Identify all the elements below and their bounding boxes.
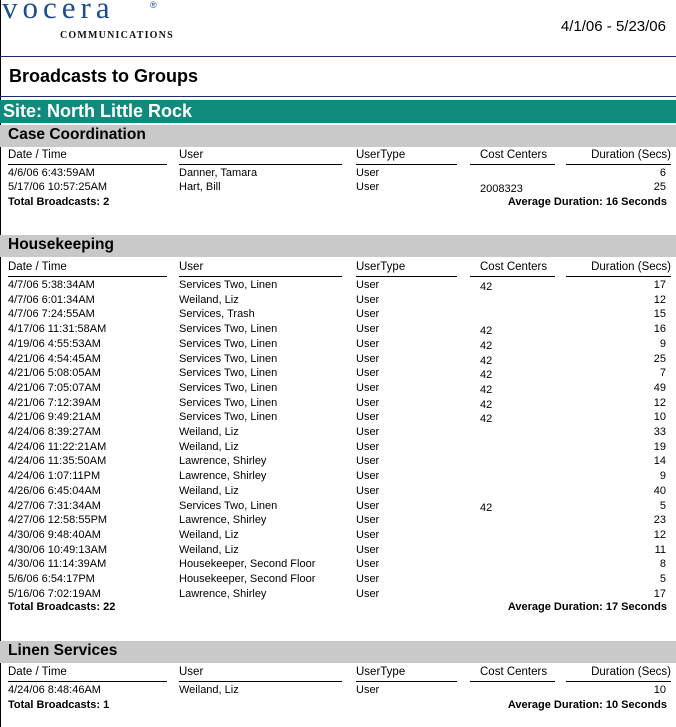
row-usertype: User xyxy=(356,308,380,320)
row-user: Weiland, Liz xyxy=(179,544,239,556)
row-usertype: User xyxy=(356,470,380,482)
title-divider xyxy=(0,96,676,97)
row-usertype: User xyxy=(356,558,380,570)
row-usertype: User xyxy=(356,588,380,600)
row-duration: 5 xyxy=(659,573,666,585)
total-broadcasts: Total Broadcasts: 22 xyxy=(8,601,116,613)
column-header-datetime: Date / Time xyxy=(8,666,67,678)
column-header-duration: Duration (Secs) xyxy=(591,261,671,273)
row-user: Services Two, Linen xyxy=(179,500,278,512)
row-datetime: 4/24/06 1:07:11PM xyxy=(8,470,101,482)
column-underline xyxy=(8,276,167,277)
row-duration: 12 xyxy=(653,397,666,409)
row-usertype: User xyxy=(356,544,380,556)
row-user: Services Two, Linen xyxy=(179,338,278,350)
row-datetime: 4/24/06 11:35:50AM xyxy=(8,455,107,467)
site-label: Site: North Little Rock xyxy=(3,101,193,121)
row-duration: 40 xyxy=(653,485,666,497)
row-usertype: User xyxy=(356,426,380,438)
row-duration: 17 xyxy=(653,588,666,600)
row-duration: 23 xyxy=(653,514,666,526)
logo-subtitle: COMMUNICATIONS xyxy=(60,30,174,41)
row-cost-center: 2008323 xyxy=(480,183,523,195)
row-duration: 10 xyxy=(653,684,666,696)
vocera-logo: vocera xyxy=(2,0,115,25)
row-cost-center: 42 xyxy=(480,325,493,337)
row-cost-center: 42 xyxy=(480,355,493,367)
row-user: Weiland, Liz xyxy=(179,441,239,453)
column-underline xyxy=(566,164,671,165)
row-duration: 25 xyxy=(653,353,666,365)
row-duration: 19 xyxy=(653,441,666,453)
row-user: Services Two, Linen xyxy=(179,323,278,335)
row-duration: 49 xyxy=(653,382,666,394)
row-usertype: User xyxy=(356,684,380,696)
row-duration: 17 xyxy=(653,279,666,291)
column-underline xyxy=(8,681,167,682)
row-datetime: 4/21/06 7:05:07AM xyxy=(8,382,101,394)
row-duration: 12 xyxy=(653,529,666,541)
row-datetime: 4/26/06 6:45:04AM xyxy=(8,485,101,497)
group-name: Linen Services xyxy=(8,642,118,659)
row-datetime: 4/6/06 6:43:59AM xyxy=(8,167,95,179)
row-duration: 12 xyxy=(653,294,666,306)
row-usertype: User xyxy=(356,167,380,179)
row-usertype: User xyxy=(356,441,380,453)
row-duration: 11 xyxy=(654,544,666,556)
row-usertype: User xyxy=(356,500,380,512)
row-datetime: 4/17/06 11:31:58AM xyxy=(8,323,107,335)
row-user: Services, Trash xyxy=(179,308,255,320)
row-user: Weiland, Liz xyxy=(179,684,239,696)
row-datetime: 4/19/06 4:55:53AM xyxy=(8,338,101,350)
row-datetime: 4/7/06 7:24:55AM xyxy=(8,308,95,320)
row-user: Weiland, Liz xyxy=(179,294,239,306)
row-duration: 8 xyxy=(659,558,666,570)
report-title: Broadcasts to Groups xyxy=(9,66,199,86)
row-datetime: 5/6/06 6:54:17PM xyxy=(8,573,95,585)
column-underline xyxy=(566,681,671,682)
column-header-datetime: Date / Time xyxy=(8,261,67,273)
column-underline xyxy=(356,276,457,277)
column-underline xyxy=(356,681,457,682)
row-user: Services Two, Linen xyxy=(179,353,278,365)
row-user: Services Two, Linen xyxy=(179,367,278,379)
row-duration: 16 xyxy=(653,323,666,335)
row-user: Lawrence, Shirley xyxy=(179,470,267,482)
row-user: Services Two, Linen xyxy=(179,382,278,394)
row-usertype: User xyxy=(356,338,380,350)
total-broadcasts: Total Broadcasts: 1 xyxy=(8,699,110,711)
row-usertype: User xyxy=(356,485,380,497)
column-header-usertype: UserType xyxy=(356,666,406,678)
row-datetime: 4/30/06 9:48:40AM xyxy=(8,529,101,541)
row-datetime: 4/27/06 12:58:55PM xyxy=(8,514,108,526)
column-underline xyxy=(566,276,671,277)
group-header xyxy=(0,641,676,663)
row-user: Hart, Bill xyxy=(179,181,221,193)
row-usertype: User xyxy=(356,573,380,585)
row-usertype: User xyxy=(356,294,380,306)
row-datetime: 5/17/06 10:57:25AM xyxy=(8,181,108,193)
column-underline xyxy=(179,276,342,277)
row-duration: 10 xyxy=(653,411,666,423)
site-header xyxy=(0,100,676,123)
row-cost-center: 42 xyxy=(480,340,493,352)
group-name: Housekeeping xyxy=(8,236,114,253)
row-user: Lawrence, Shirley xyxy=(179,455,267,467)
header-divider xyxy=(0,56,676,57)
row-user: Services Two, Linen xyxy=(179,397,278,409)
average-duration: Average Duration: 10 Seconds xyxy=(507,699,667,711)
column-header-user: User xyxy=(179,149,204,161)
row-usertype: User xyxy=(356,353,380,365)
registered-mark: ® xyxy=(150,0,157,10)
row-usertype: User xyxy=(356,279,380,291)
date-range: 4/1/06 - 5/23/06 xyxy=(560,18,666,35)
row-duration: 14 xyxy=(653,455,666,467)
row-usertype: User xyxy=(356,367,380,379)
row-cost-center: 42 xyxy=(480,399,493,411)
column-underline xyxy=(179,164,342,165)
row-user: Lawrence, Shirley xyxy=(179,588,267,600)
row-duration: 9 xyxy=(659,470,666,482)
row-datetime: 4/30/06 10:49:13AM xyxy=(8,544,108,556)
row-duration: 33 xyxy=(653,426,666,438)
row-user: Services Two, Linen xyxy=(179,411,278,423)
group-name: Case Coordination xyxy=(8,126,146,143)
column-underline xyxy=(470,681,555,682)
row-cost-center: 42 xyxy=(480,413,493,425)
row-usertype: User xyxy=(356,455,380,467)
row-usertype: User xyxy=(356,397,380,409)
column-underline xyxy=(470,164,555,165)
row-user: Services Two, Linen xyxy=(179,279,278,291)
column-header-cost-centers: Cost Centers xyxy=(480,666,548,678)
row-usertype: User xyxy=(356,411,380,423)
row-datetime: 4/7/06 6:01:34AM xyxy=(8,294,95,306)
row-datetime: 4/21/06 5:08:05AM xyxy=(8,367,101,379)
row-user: Lawrence, Shirley xyxy=(179,514,267,526)
row-user: Weiland, Liz xyxy=(179,426,239,438)
column-header-cost-centers: Cost Centers xyxy=(480,261,548,273)
row-user: Housekeeper, Second Floor xyxy=(179,558,316,570)
row-duration: 9 xyxy=(659,338,666,350)
row-user: Housekeeper, Second Floor xyxy=(179,573,316,585)
row-datetime: 5/16/06 7:02:19AM xyxy=(8,588,101,600)
row-datetime: 4/24/06 8:48:46AM xyxy=(8,684,101,696)
row-datetime: 4/21/06 7:12:39AM xyxy=(8,397,101,409)
column-underline xyxy=(8,164,167,165)
row-user: Weiland, Liz xyxy=(179,485,239,497)
row-usertype: User xyxy=(356,181,380,193)
column-header-usertype: UserType xyxy=(356,149,406,161)
column-header-duration: Duration (Secs) xyxy=(591,149,671,161)
column-underline xyxy=(179,681,342,682)
row-cost-center: 42 xyxy=(480,502,493,514)
column-header-usertype: UserType xyxy=(356,261,406,273)
row-duration: 7 xyxy=(659,367,666,379)
column-header-user: User xyxy=(179,261,204,273)
total-broadcasts: Total Broadcasts: 2 xyxy=(8,196,110,208)
row-datetime: 4/24/06 11:22:21AM xyxy=(8,441,107,453)
row-datetime: 4/21/06 4:54:45AM xyxy=(8,353,101,365)
column-header-user: User xyxy=(179,666,204,678)
row-usertype: User xyxy=(356,323,380,335)
row-cost-center: 42 xyxy=(480,369,493,381)
row-usertype: User xyxy=(356,514,380,526)
row-datetime: 4/24/06 8:39:27AM xyxy=(8,426,101,438)
row-user: Danner, Tamara xyxy=(179,167,258,179)
row-datetime: 4/7/06 5:38:34AM xyxy=(8,279,95,291)
column-underline xyxy=(356,164,457,165)
row-duration: 5 xyxy=(659,500,666,512)
average-duration: Average Duration: 17 Seconds xyxy=(507,601,667,613)
average-duration: Average Duration: 16 Seconds xyxy=(507,196,667,208)
row-usertype: User xyxy=(356,529,380,541)
column-underline xyxy=(470,276,555,277)
column-header-duration: Duration (Secs) xyxy=(591,666,671,678)
row-duration: 15 xyxy=(653,308,666,320)
row-datetime: 4/30/06 11:14:39AM xyxy=(8,558,107,570)
row-usertype: User xyxy=(356,382,380,394)
row-cost-center: 42 xyxy=(480,384,493,396)
column-header-datetime: Date / Time xyxy=(8,149,67,161)
row-datetime: 4/27/06 7:31:34AM xyxy=(8,500,101,512)
row-cost-center: 42 xyxy=(480,281,493,293)
row-datetime: 4/21/06 9:49:21AM xyxy=(8,411,101,423)
row-duration: 6 xyxy=(659,167,666,179)
row-duration: 25 xyxy=(653,181,666,193)
row-user: Weiland, Liz xyxy=(179,529,239,541)
group-header xyxy=(0,235,676,257)
column-header-cost-centers: Cost Centers xyxy=(480,149,548,161)
group-header xyxy=(0,125,676,147)
